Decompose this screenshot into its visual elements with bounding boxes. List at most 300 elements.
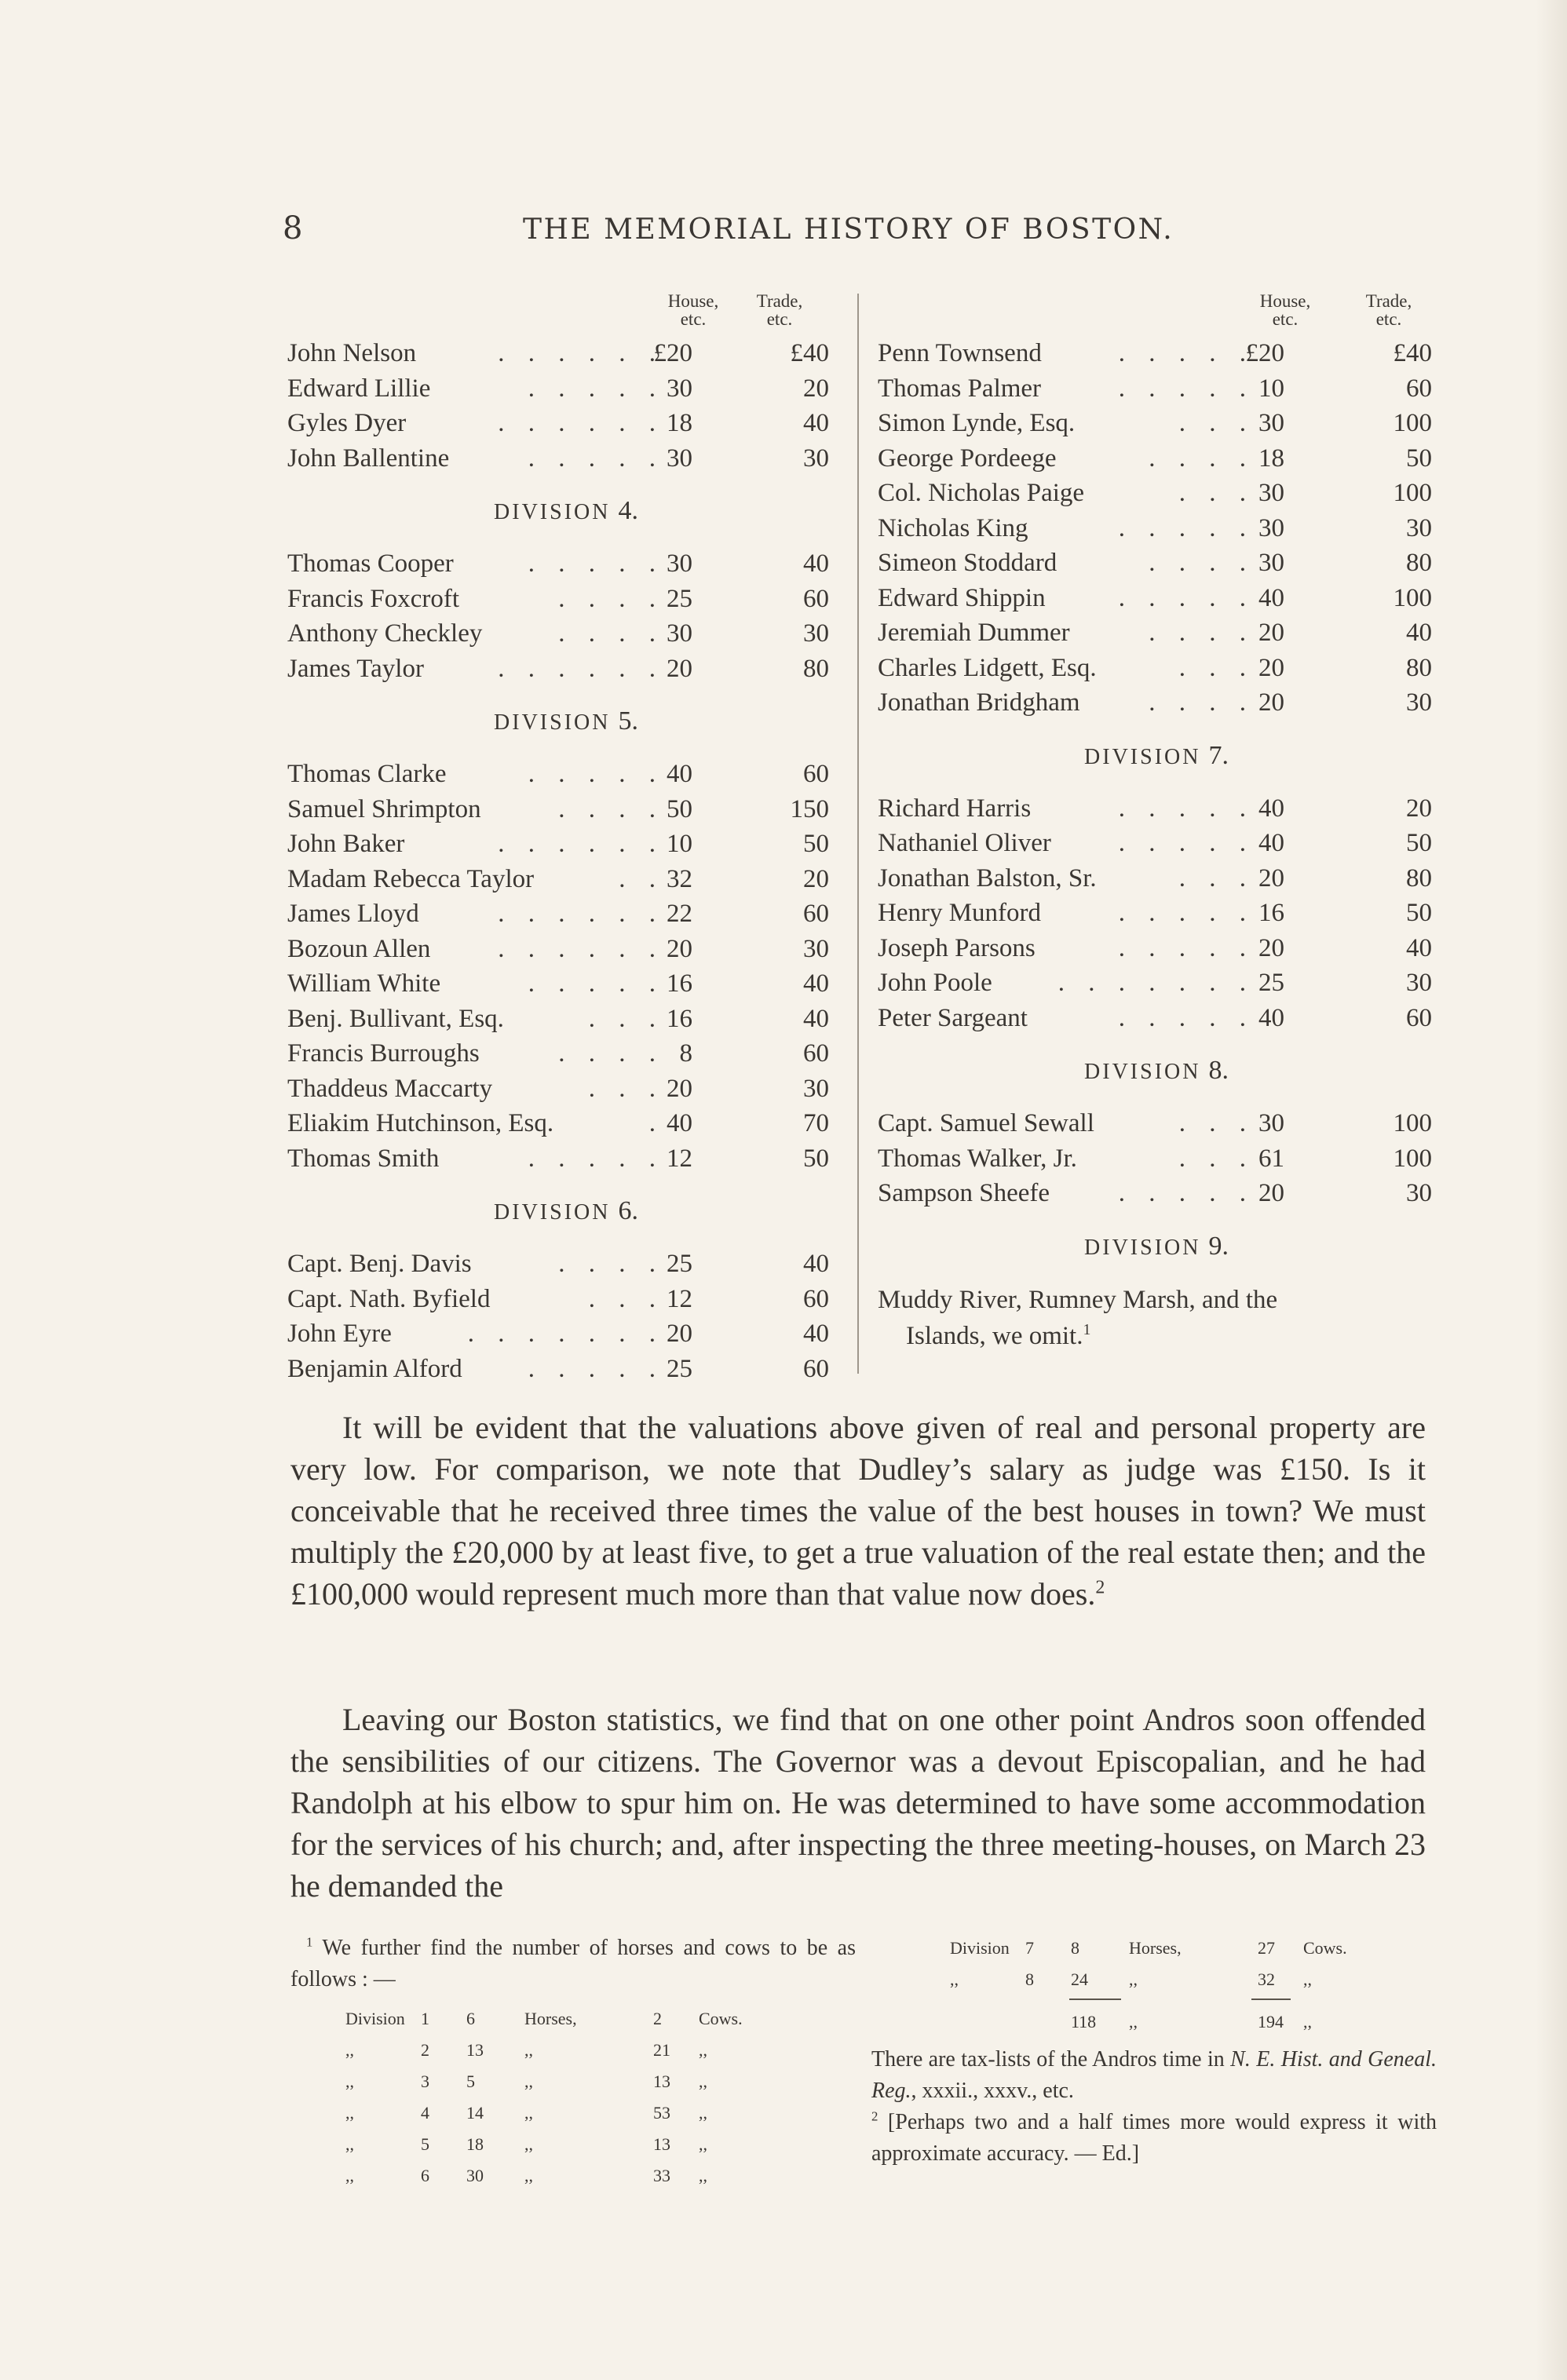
livestock-div: 4 [421, 2103, 429, 2123]
trade-value: 30 [803, 934, 829, 963]
house-value: 30 [1258, 1109, 1284, 1137]
sum-rule [1251, 1999, 1291, 2000]
trade-header: Trade, etc. [1365, 291, 1412, 329]
trade-value: 60 [803, 1354, 829, 1383]
table-row [287, 1247, 845, 1282]
livestock-horses-unit: ,, [524, 2166, 533, 2185]
trade-value: 60 [803, 584, 829, 613]
trade-value: 80 [1406, 653, 1432, 682]
livestock-horses: 30 [466, 2166, 484, 2185]
livestock-horses: 8 [1071, 1938, 1079, 1958]
livestock-cows: 13 [653, 2072, 670, 2091]
trade-value: 40 [803, 1004, 829, 1033]
taxpayer-name: James Taylor [287, 654, 424, 683]
taxpayer-name: Thomas Smith [287, 1144, 440, 1173]
house-value: 10 [667, 830, 692, 858]
table-row [878, 546, 1435, 581]
livestock-div: 5 [421, 2134, 429, 2154]
house-value: 20 [667, 934, 692, 963]
livestock-cows: 53 [653, 2103, 670, 2123]
house-value: 25 [667, 1250, 692, 1278]
livestock-cows-unit: ,, [699, 2072, 707, 2091]
livestock-cows: 13 [653, 2134, 670, 2154]
house-value: 22 [667, 900, 692, 928]
house-value: 40 [667, 1109, 692, 1137]
livestock-div: 6 [421, 2166, 429, 2185]
taxpayer-name: Jonathan Bridgham [878, 688, 1080, 717]
table-row [287, 1002, 845, 1037]
taxpayer-name: Thomas Cooper [287, 549, 454, 578]
footnote-1-continued [871, 1933, 1437, 2170]
division-9-heading: DIVISION 9. [1084, 1231, 1229, 1261]
leader-dots: . . . [1178, 653, 1255, 682]
division-8-heading: DIVISION 8. [1084, 1056, 1229, 1085]
leader-dots: . . . . . [528, 374, 664, 403]
footnote-marker: 2 [1095, 1577, 1105, 1598]
trade-value: 150 [790, 794, 829, 823]
trade-value: 40 [803, 1250, 829, 1278]
livestock-cows: 32 [1258, 1969, 1275, 1989]
right-column [878, 292, 1435, 1354]
livestock-cows-unit: ,, [1303, 1969, 1312, 1989]
horses-cows-table-right [871, 1933, 1437, 1995]
taxpayer-name: Nicholas King [878, 513, 1028, 542]
house-value: £20 [1245, 339, 1284, 367]
leader-dots: . . . [588, 1074, 664, 1103]
table-row [290, 2003, 856, 2035]
division-8-rows [878, 1106, 1435, 1211]
trade-value: 80 [1406, 549, 1432, 577]
leader-dots: . . . . . [1118, 374, 1255, 403]
table-row [287, 546, 845, 582]
trade-value: 20 [1406, 794, 1432, 823]
page-number: 8 [283, 210, 303, 246]
livestock-label: ,, [345, 2040, 354, 2060]
tax-list-note: There are tax-lists of the Andros time in N. E. Hist. and Geneal. Reg., xxxii., xxxv., etc. [871, 2047, 1437, 2103]
taxpayer-name: Edward Lillie [287, 374, 431, 403]
livestock-horses: 14 [466, 2103, 484, 2123]
trade-value: 50 [803, 1144, 829, 1173]
table-row [878, 615, 1435, 651]
taxpayer-name: Madam Rebecca Taylor [287, 864, 535, 893]
livestock-horses-unit: Horses, [524, 2009, 577, 2028]
table-row [287, 1141, 845, 1177]
house-value: £20 [653, 339, 692, 367]
house-value: 30 [667, 374, 692, 403]
livestock-cows-unit: ,, [699, 2040, 707, 2060]
livestock-horses-unit: ,, [524, 2040, 533, 2060]
livestock-cows: 33 [653, 2166, 670, 2185]
running-title: THE MEMORIAL HISTORY OF BOSTON. [523, 214, 1174, 246]
leader-dots: . . . . . [1118, 583, 1255, 612]
house-value: 20 [1258, 619, 1284, 647]
livestock-cows-unit: ,, [699, 2134, 707, 2154]
leader-dots: . . . . . [1118, 1179, 1255, 1207]
house-value: 8 [679, 1039, 692, 1068]
house-value: 30 [667, 549, 692, 578]
house-value: 30 [1258, 549, 1284, 577]
taxpayer-name: James Lloyd [287, 900, 419, 928]
taxpayer-name: William White [287, 969, 441, 998]
livestock-horses: 6 [466, 2009, 475, 2028]
table-row [287, 792, 845, 827]
taxpayer-name: Simon Lynde, Esq. [878, 409, 1076, 437]
right-top-rows [878, 336, 1435, 721]
table-row [290, 2097, 856, 2129]
taxpayer-name: Sampson Sheefe [878, 1179, 1050, 1207]
house-value: 16 [667, 969, 692, 998]
table-row [871, 1933, 1437, 1964]
table-row [290, 2129, 856, 2160]
house-value: 40 [1258, 794, 1284, 823]
taxpayer-name: Thomas Walker, Jr. [878, 1144, 1077, 1173]
house-value: 40 [1258, 583, 1284, 612]
left-column [287, 292, 845, 1386]
leader-dots: . . . . . [528, 760, 664, 788]
table-row [878, 966, 1435, 1001]
leader-dots: . . . . . . [498, 654, 664, 683]
livestock-label: Division [950, 1938, 1010, 1958]
taxpayer-name: Capt. Benj. Davis [287, 1250, 472, 1278]
taxpayer-name: Jeremiah Dummer [878, 619, 1070, 647]
leader-dots: . . . . [558, 794, 664, 823]
livestock-cows: 21 [653, 2040, 670, 2060]
livestock-horses: 24 [1071, 1969, 1088, 1989]
livestock-label: Division [345, 2009, 405, 2028]
table-row [878, 371, 1435, 407]
leader-dots: . . [619, 864, 664, 893]
livestock-div: 8 [1025, 1969, 1034, 1989]
leader-dots: . . . [1178, 479, 1255, 507]
livestock-cows-unit: Cows. [699, 2009, 743, 2028]
taxpayer-name: Eliakim Hutchinson, Esq. [287, 1109, 554, 1137]
trade-value: 70 [803, 1109, 829, 1137]
left-top-rows [287, 336, 845, 476]
house-value: 25 [667, 1354, 692, 1383]
house-value: 10 [1258, 374, 1284, 403]
taxpayer-name: Gyles Dyer [287, 409, 407, 437]
trade-value: 30 [1406, 513, 1432, 542]
trade-value: 40 [1406, 619, 1432, 647]
leader-dots: . . . [1178, 863, 1255, 892]
taxpayer-name: Capt. Nath. Byfield [287, 1284, 491, 1313]
table-row [287, 441, 845, 476]
division-5-rows [287, 757, 845, 1176]
table-row [287, 1106, 845, 1141]
livestock-label: ,, [345, 2103, 354, 2123]
livestock-horses-unit: ,, [524, 2134, 533, 2154]
house-value: 50 [667, 794, 692, 823]
leader-dots: . . . [588, 1284, 664, 1313]
house-value: 30 [1258, 409, 1284, 437]
taxpayer-name: Francis Foxcroft [287, 584, 460, 613]
leader-dots: . . . . . [528, 969, 664, 998]
horses-cows-table-left [290, 2003, 856, 2192]
taxpayer-name: John Poole [878, 969, 992, 997]
house-value: 20 [667, 654, 692, 683]
trade-value: 50 [1406, 899, 1432, 927]
taxpayer-name: Col. Nicholas Paige [878, 479, 1085, 507]
trade-value: 50 [1406, 444, 1432, 473]
leader-dots: . . . . . . [498, 934, 664, 963]
livestock-div: 2 [421, 2040, 429, 2060]
leader-dots: . . . . . [1118, 1003, 1255, 1032]
taxpayer-name: John Ballentine [287, 444, 450, 473]
table-row [287, 827, 845, 862]
trade-value: 20 [803, 864, 829, 893]
leader-dots: . . . . . [1118, 794, 1255, 823]
livestock-cows-unit: ,, [699, 2166, 707, 2185]
house-value: 18 [667, 409, 692, 437]
leader-dots: . . . . . . . [1057, 969, 1255, 997]
table-row [878, 511, 1435, 546]
house-value: 20 [1258, 933, 1284, 962]
livestock-cows: 2 [653, 2009, 662, 2028]
livestock-horses: 18 [466, 2134, 484, 2154]
trade-value: 50 [803, 830, 829, 858]
house-value: 30 [1258, 479, 1284, 507]
table-row [287, 616, 845, 652]
house-value: 16 [1258, 899, 1284, 927]
trade-value: 100 [1393, 1109, 1432, 1137]
leader-dots: . . . . . . [498, 339, 664, 367]
trade-value: 40 [803, 409, 829, 437]
leader-dots: . . . . [1149, 619, 1255, 647]
livestock-div: 1 [421, 2009, 429, 2028]
leader-dots: . . . [1178, 1144, 1255, 1173]
table-row [287, 966, 845, 1002]
totals-row: 118 ,, 194 ,, [871, 1995, 1437, 2041]
taxpayer-name: Richard Harris [878, 794, 1032, 823]
house-value: 16 [667, 1004, 692, 1033]
page-gutter-shade [1536, 0, 1567, 2380]
trade-value: 80 [803, 654, 829, 683]
trade-value: 100 [1393, 1144, 1432, 1173]
footnote-1-intro: $^1$ We further find the number of horses and cows to be as follows : — [290, 1934, 856, 1991]
livestock-horses-unit: ,, [524, 2103, 533, 2123]
leader-dots: . . . . . [528, 444, 664, 473]
division-5-heading: DIVISION 5. [494, 706, 638, 736]
table-row [287, 336, 845, 371]
taxpayer-name: John Eyre [287, 1320, 392, 1348]
livestock-label: ,, [950, 1969, 959, 1989]
paragraph-andros: Leaving our Boston statistics, we find that on one other point Andros soon offended the sensibilities of our citizens. The Governor was a devout Episcopalian, and he had Randolph at his elbow to spur him on. He was determined to have some accommodation for the services of his church; and, after inspecting the three meeting-houses, on March 23 he demanded the [290, 1702, 1426, 1904]
livestock-label: ,, [345, 2166, 354, 2185]
livestock-cows: 27 [1258, 1938, 1275, 1958]
leader-dots: . . . . . . [498, 409, 664, 437]
trade-value: £40 [790, 339, 829, 367]
taxpayer-name: John Baker [287, 830, 405, 858]
leader-dots: . . . . [1149, 549, 1255, 577]
leader-dots: . . . . . [528, 1354, 664, 1383]
trade-value: 40 [803, 549, 829, 578]
trade-value: 60 [1406, 374, 1432, 403]
trade-value: 30 [803, 1074, 829, 1103]
livestock-horses-unit: Horses, [1129, 1938, 1182, 1958]
taxpayer-name: Henry Munford [878, 899, 1042, 927]
table-row [878, 441, 1435, 476]
livestock-horses-unit: ,, [524, 2072, 533, 2091]
taxpayer-name: Thomas Clarke [287, 760, 447, 788]
taxpayer-name: Joseph Parsons [878, 933, 1036, 962]
taxpayer-name: George Pordeege [878, 444, 1057, 473]
leader-dots: . . . . [558, 1250, 664, 1278]
house-value: 20 [1258, 688, 1284, 717]
leader-dots: . . . . . . [498, 900, 664, 928]
leader-dots: . . . . [558, 619, 664, 648]
trade-value: 50 [1406, 829, 1432, 857]
division-9-note: Muddy River, Rumney Marsh, and the Islands, we omit.$^1$ [878, 1285, 1278, 1350]
trade-value: 60 [803, 1039, 829, 1068]
leader-dots: . [648, 1109, 664, 1137]
taxpayer-name: Capt. Samuel Sewall [878, 1109, 1094, 1137]
livestock-horses: 5 [466, 2072, 475, 2091]
house-value: 20 [1258, 863, 1284, 892]
trade-value: 30 [803, 444, 829, 473]
house-header: House, etc. [667, 291, 719, 329]
division-7-heading: DIVISION 7. [1084, 740, 1229, 770]
table-row [878, 651, 1435, 686]
division-6-rows [287, 1247, 845, 1386]
taxpayer-name: Peter Sargeant [878, 1003, 1028, 1032]
table-row [287, 932, 845, 967]
table-row [878, 931, 1435, 966]
trade-value: 100 [1393, 583, 1432, 612]
table-row [287, 757, 845, 792]
table-row [878, 791, 1435, 827]
house-value: 20 [667, 1074, 692, 1103]
livestock-horses: 13 [466, 2040, 484, 2060]
livestock-cows-unit: ,, [699, 2103, 707, 2123]
house-value: 30 [667, 444, 692, 473]
house-value: 40 [667, 760, 692, 788]
table-row [878, 336, 1435, 371]
right-column-header [878, 292, 1435, 336]
leader-dots: . . . . [1149, 688, 1255, 717]
sum-rule [1069, 1999, 1121, 2000]
taxpayer-name: John Nelson [287, 339, 417, 367]
taxpayer-name: Nathaniel Oliver [878, 829, 1051, 857]
table-row [287, 406, 845, 441]
taxpayer-name: Thomas Palmer [878, 374, 1042, 403]
house-value: 20 [1258, 653, 1284, 682]
table-row [290, 2160, 856, 2192]
livestock-label: ,, [345, 2134, 354, 2154]
trade-header: Trade, etc. [756, 291, 803, 329]
trade-value: 30 [803, 619, 829, 648]
leader-dots: . . . [1178, 409, 1255, 437]
taxpayer-name: Charles Lidgett, Esq. [878, 653, 1097, 682]
leader-dots: . . . . . [528, 549, 664, 578]
table-row [290, 2066, 856, 2097]
livestock-horses-unit: ,, [1129, 1969, 1138, 1989]
table-row [871, 1964, 1437, 1995]
leader-dots: . . . . . [1118, 513, 1255, 542]
table-row [287, 371, 845, 407]
paragraph-valuations: It will be evident that the valuations above given of real and personal property are very low. For comparison, we note that Dudley’s salary as judge was £150. Is it conceivable that he received three times the value of the best houses in town? We must multiply the £20,000 by at least five, to get a true valuation of the real estate then; and the £100,000 would represent much more than that value now does.$^2$ [290, 1410, 1426, 1612]
leader-dots: . . . . . . [498, 830, 664, 858]
taxpayer-name: Benjamin Alford [287, 1354, 462, 1383]
leader-dots: . . . . . [1118, 933, 1255, 962]
footnote-2: $^2$ [Perhaps two and a half times more would express it with approximate accuracy. — Ed.] [871, 2108, 1437, 2166]
taxpayer-name: Benj. Bullivant, Esq. [287, 1004, 504, 1033]
table-row [878, 826, 1435, 861]
table-row [287, 1352, 845, 1387]
division-4-heading: DIVISION 4. [494, 496, 638, 525]
leader-dots: . . . . . [1118, 829, 1255, 857]
trade-value: 20 [803, 374, 829, 403]
footnote-marker: 1 [1083, 1320, 1091, 1338]
table-row [878, 581, 1435, 616]
trade-value: 30 [1406, 969, 1432, 997]
trade-value: 60 [1406, 1003, 1432, 1032]
house-value: 32 [667, 864, 692, 893]
trade-value: 40 [803, 969, 829, 998]
table-row [878, 685, 1435, 721]
house-header: House, etc. [1259, 291, 1311, 329]
leader-dots: . . . . . . . [467, 1320, 664, 1348]
taxpayer-name: Bozoun Allen [287, 934, 431, 963]
table-row [287, 1282, 845, 1317]
trade-value: 100 [1393, 479, 1432, 507]
taxpayer-name: Francis Burroughs [287, 1039, 480, 1068]
table-row [878, 1001, 1435, 1036]
house-value: 61 [1258, 1144, 1284, 1173]
taxpayer-name: Samuel Shrimpton [287, 794, 481, 823]
table-row [878, 1141, 1435, 1177]
trade-value: £40 [1393, 339, 1432, 367]
house-value: 30 [1258, 513, 1284, 542]
table-row [878, 476, 1435, 511]
leader-dots: . . . . [558, 1039, 664, 1068]
table-row [878, 1176, 1435, 1211]
house-value: 20 [1258, 1179, 1284, 1207]
footnote-1 [290, 1933, 856, 2192]
house-value: 12 [667, 1284, 692, 1313]
leader-dots: . . . . . [1118, 339, 1255, 367]
leader-dots: . . . . . [1118, 899, 1255, 927]
table-row [287, 1036, 845, 1071]
division-6-heading: DIVISION 6. [494, 1196, 638, 1225]
taxpayer-name: Anthony Checkley [287, 619, 483, 648]
trade-value: 80 [1406, 863, 1432, 892]
table-row [290, 2035, 856, 2066]
leader-dots: . . . . [1149, 444, 1255, 473]
trade-value: 40 [803, 1320, 829, 1348]
division-4-rows [287, 546, 845, 686]
taxpayer-name: Edward Shippin [878, 583, 1046, 612]
livestock-div: 3 [421, 2072, 429, 2091]
table-row [878, 861, 1435, 896]
livestock-label: ,, [345, 2072, 354, 2091]
taxpayer-name: Simeon Stoddard [878, 549, 1057, 577]
leader-dots: . . . [588, 1004, 664, 1033]
trade-value: 60 [803, 1284, 829, 1313]
table-row [287, 862, 845, 897]
table-row [878, 1106, 1435, 1141]
livestock-cows-unit: Cows. [1303, 1938, 1347, 1958]
livestock-div: 7 [1025, 1938, 1034, 1958]
left-column-header [287, 292, 845, 336]
house-value: 40 [1258, 829, 1284, 857]
table-row [287, 652, 845, 687]
division-7-rows [878, 791, 1435, 1036]
taxpayer-name: Thaddeus Maccarty [287, 1074, 493, 1103]
trade-value: 30 [1406, 1179, 1432, 1207]
taxpayer-name: Jonathan Balston, Sr. [878, 863, 1097, 892]
table-row [287, 896, 845, 932]
table-row [287, 1316, 845, 1352]
